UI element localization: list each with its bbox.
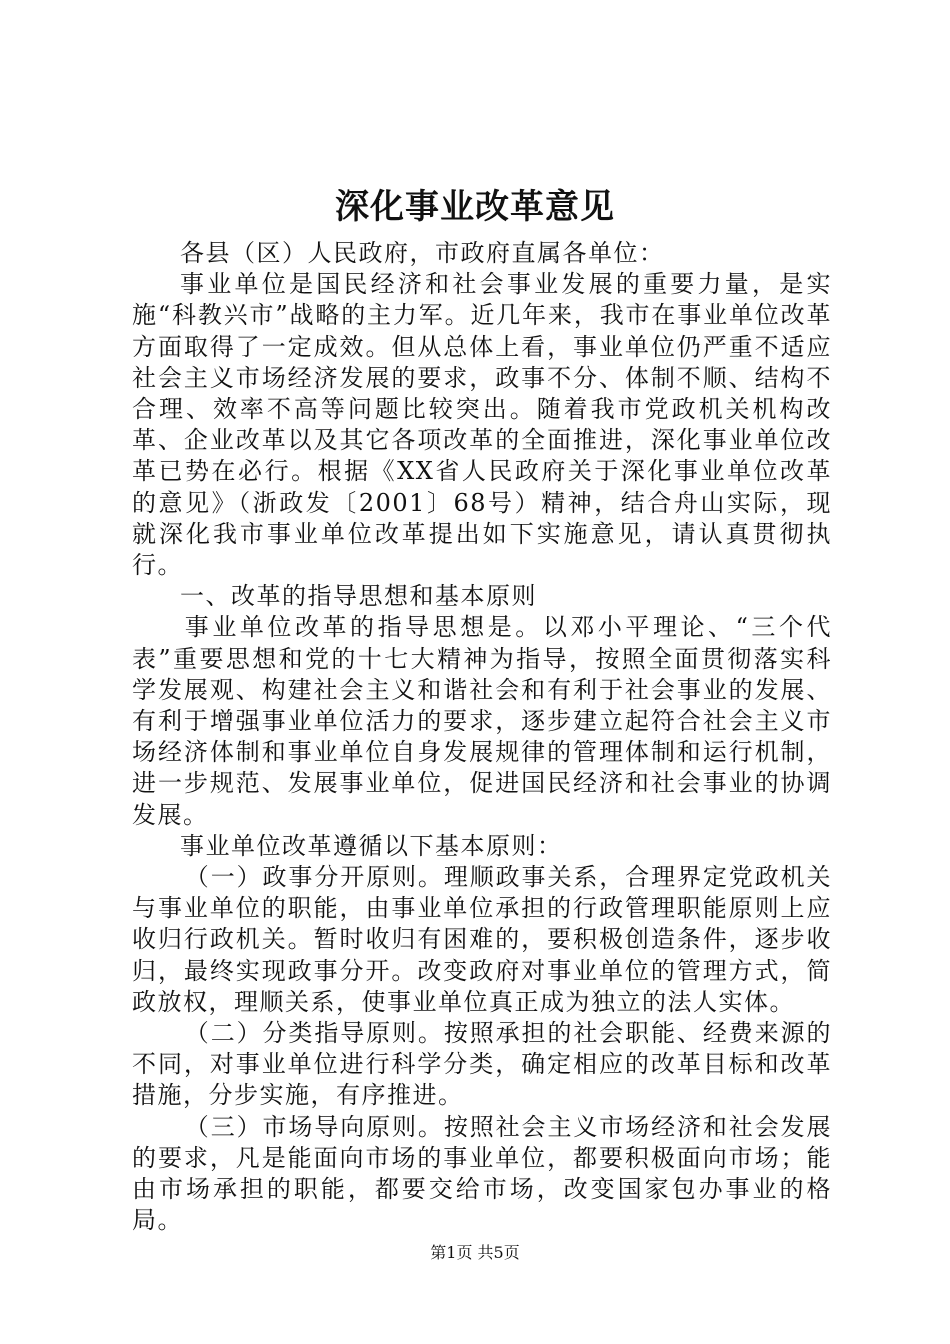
body-paragraph: 事业单位是国民经济和社会事业发展的重要力量，是实施“科教兴市”战略的主力军。近几年来，我市在事业单位改革方面取得了一定成效。但从总体上看，事业单位仍严重不适应社会主义市场经济发展的要求，政事不分、体制不顺、结构不合理、效率不高等问题比较突出。随着我市党政机关机构改革、企业改革以及其它各项改革的全面推进，深化事业单位改革已势在必行。根据《XX省人民政府关于深化事业单位改革的意见》（浙政发〔2001〕68号）精神，结合舟山实际，现就深化我市事业单位改革提出如下实施意见，请认真贯彻执行。 <box>132 270 832 580</box>
page-footer: 第1页 共5页 <box>430 1243 520 1262</box>
principle-paragraph: （二）分类指导原则。按照承担的社会职能、经费来源的不同，对事业单位进行科学分类，确定相应的改革目标和改革措施，分步实施，有序推进。 <box>132 1019 832 1110</box>
body-paragraph: 事业单位改革遵循以下基本原则： <box>180 831 563 860</box>
document-body <box>132 238 832 1237</box>
body-paragraph: 事业单位改革的指导思想是。以邓小平理论、“三个代表”重要思想和党的十七大精神为指导，按照全面贯彻落实科学发展观、构建社会主义和谐社会和有利于社会事业的发展、有利于增强事业单位活力的要求，逐步建立起符合社会主义市场经济体制和事业单位自身发展规律的管理体制和运行机制，进一步规范、发展事业单位，促进国民经济和社会事业的协调发展。 <box>132 613 832 829</box>
principle-paragraph: （一）政事分开原则。理顺政事关系，合理界定党政机关与事业单位的职能，由事业单位承担的行政管理职能原则上应收归行政机关。暂时收归有困难的，要积极创造条件，逐步收归，最终实现政事分开。改变政府对事业单位的管理方式，简政放权，理顺关系，使事业单位真正成为独立的法人实体。 <box>132 863 832 1016</box>
salutation-paragraph: 各县（区）人民政府，市政府直属各单位： <box>180 239 665 267</box>
section-heading: 一、改革的指导思想和基本原则 <box>180 582 537 611</box>
document-title: 深化事业改革意见 <box>335 187 615 227</box>
principle-paragraph: （三）市场导向原则。按照社会主义市场经济和社会发展的要求，凡是能面向市场的事业单位，都要积极面向市场；能由市场承担的职能，都要交给市场，改变国家包办事业的格局。 <box>132 1112 832 1235</box>
